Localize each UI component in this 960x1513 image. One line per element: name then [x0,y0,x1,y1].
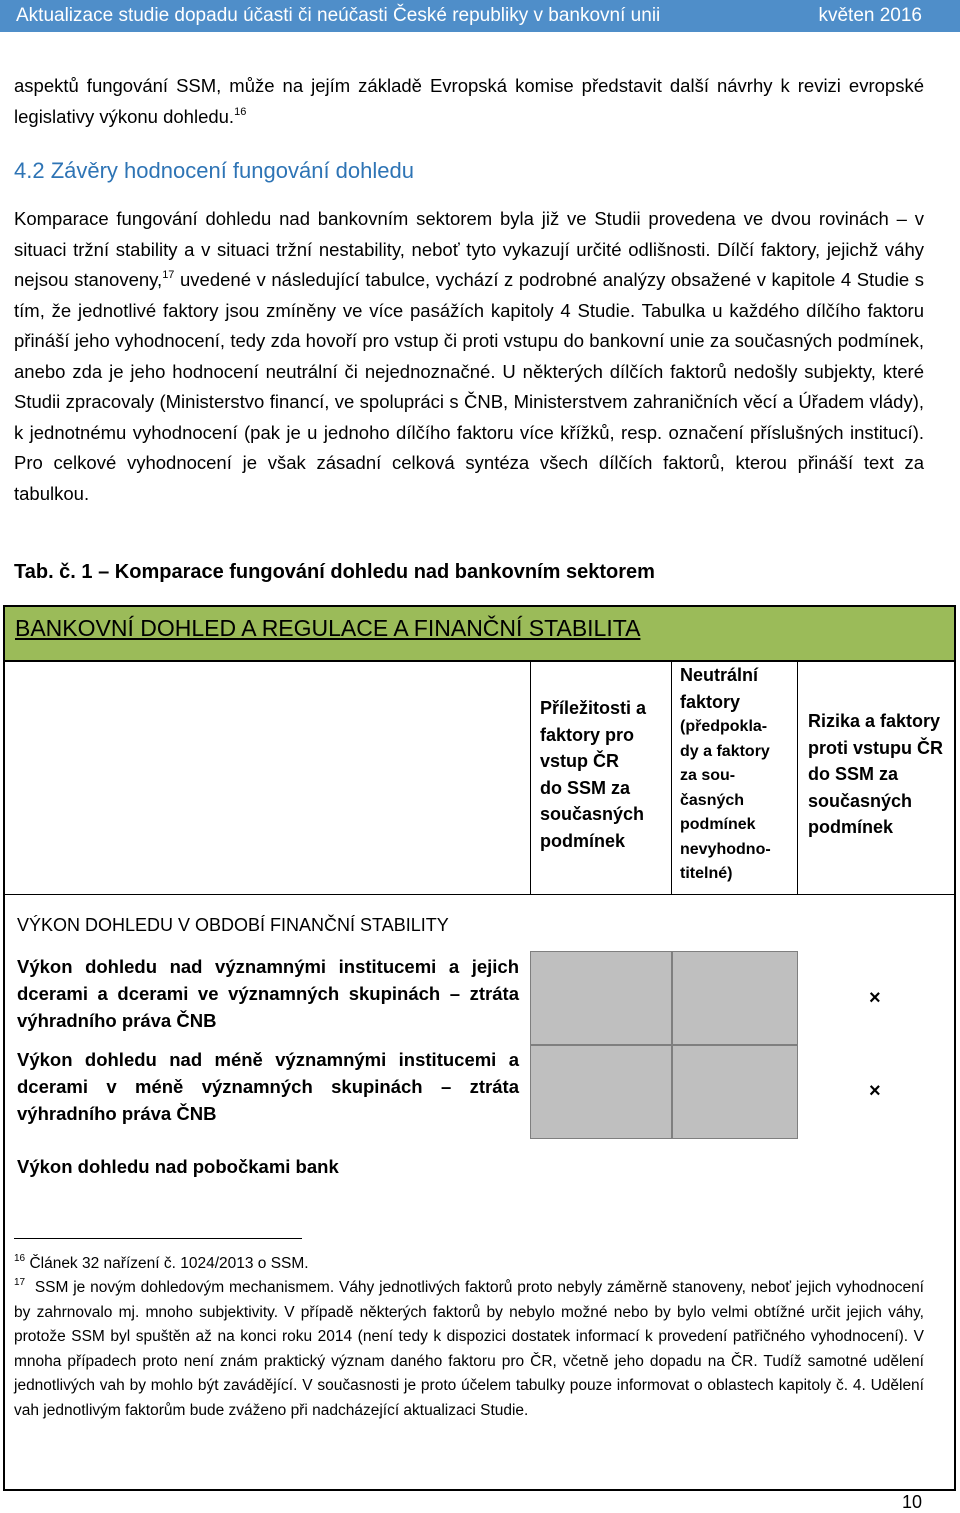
table-title-row [5,607,954,662]
header-opportunities: Příležitosti a faktory pro vstup ČR do SSM za současných podmínek [540,698,647,851]
header-empty-cell [5,662,530,894]
intro-text: aspektů fungování SSM, může na jejím základě Evropská komise představit další návrhy k revizi evropské legislativy výkonu dohledu. [14,75,924,127]
footnote-separator [14,1238,302,1239]
footnote-16: $^{16}$ Článek 32 nařízení č. 1024/2013 o SSM. [14,1253,309,1272]
shaded-cell [530,1045,672,1139]
header-neutral-cell [672,662,798,894]
intro-paragraph [14,71,924,132]
table-caption: Tab. č. 1 – Komparace fungování dohledu nad bankovním sektorem [14,561,655,583]
header-title: Aktualizace studie dopadu účasti či neúčasti České republiky v bankovní unii [16,5,661,26]
section-heading: 4.2 Závěry hodnocení fungování dohledu [14,158,414,183]
section-label: VÝKON DOHLEDU V OBDOBÍ FINANČNÍ STABILITY [17,915,449,935]
body-text-part1: Komparace fungování dohledu nad bankovním sektorem byla již ve Studii provedena ve dvou rovinách – v situaci tržní stability a v situaci tržní nestability, neboť tyto vykazují určité odlišnosti. Dílčí faktory, jejichž váhy nejsou stanoveny, [14,208,924,290]
body-text-part2: uvedené v následující tabulce, vychází z podrobné analýzy obsažené v kapitole 4 Studie s tím, že jednotlivé faktory jsou zmíněny ve více pasážích kapitoly 4 Studie. Tabulka u každého dílčího faktoru přináší jeho vyhodnocení, tedy zda hovoří pro vstup či proti vstupu do bankovní unie za současných podmínek, anebo zda je jeho hodnocení neutrální či nejednoznačné. U některých dílčích faktorů nedošly subjekty, které Studii zpracovaly (Ministerstvo financí, ve spolupráci s ČNB, Ministerstvem zahraničních věcí a Úřadem vlády), k jednotnému vyhodnocení (pak je u jednoho dílčího faktoru více křížků, resp. označení příslušných institucí). Pro celkové vyhodnocení je však zásadní celková syntéza všech dílčích faktorů, kterou přináší text za tabulkou. [14,269,924,504]
header-risks: Rizika a faktory proti vstupu ČR do SSM za současných podmínek [808,711,943,837]
table-row-label: Výkon dohledu nad méně významnými institucemi a dcerami v méně významných skupinách – ztráta výhradního práva ČNB [17,1049,519,1124]
risk-mark: × [869,987,881,1009]
document-header [0,0,960,32]
header-risks-cell [798,662,954,894]
body-paragraph [14,204,924,509]
header-divider [5,894,954,895]
table-title: BANKOVNÍ DOHLED A REGULACE A FINANČNÍ STABILITA [15,615,641,641]
page-number: 10 [901,1492,922,1512]
table-row-label: Výkon dohledu nad významnými institucemi a jejich dcerami a dcerami ve významných skupinách – ztráta výhradního práva ČNB [17,956,519,1031]
footnote-ref-16[interactable]: 16 [234,105,247,118]
header-neutral: Neutrální faktory (předpokla- dy a faktory za sou- časných podmínek nevyhodno- titelné) [680,665,771,882]
table-row-label: Výkon dohledu nad pobočkami bank [17,1156,339,1177]
header-date: květen 2016 [818,5,922,26]
footnote-ref-17[interactable]: 17 [162,269,175,281]
footnote-17: $^{17}$ SSM je novým dohledovým mechanismem. Váhy jednotlivých faktorů proto nebyly záměrně stanoveny, neboť jejich vyhodnocení by zahrnovalo mj. mnoho subjektivity. V případě některých faktorů by nebylo možné nebo by bylo velmi obtížné určit jejich váhy, protože SSM byl spuštěn až na konci roku 2014 (není tedy k dispozici dostatek informací k provedení patřičného vyhodnocení). V mnoha případech proto není znám praktický význam daného faktoru pro ČR, včetně jeho dopadu na ČR. Tudíž samotné udělení jednotlivých vah by mohlo být zavádějící. V současnosti je proto účelem tabulky pouze informovat o oblastech kapitoly č. 4. Udělení vah jednotlivým faktorům bude zváženo při nadcházející aktualizaci Studie. [14,1277,924,1419]
shaded-cell [672,951,798,1045]
risk-mark: × [869,1080,881,1102]
header-opportunities-cell [530,662,672,894]
shaded-cell [672,1045,798,1139]
shaded-cell [530,951,672,1045]
